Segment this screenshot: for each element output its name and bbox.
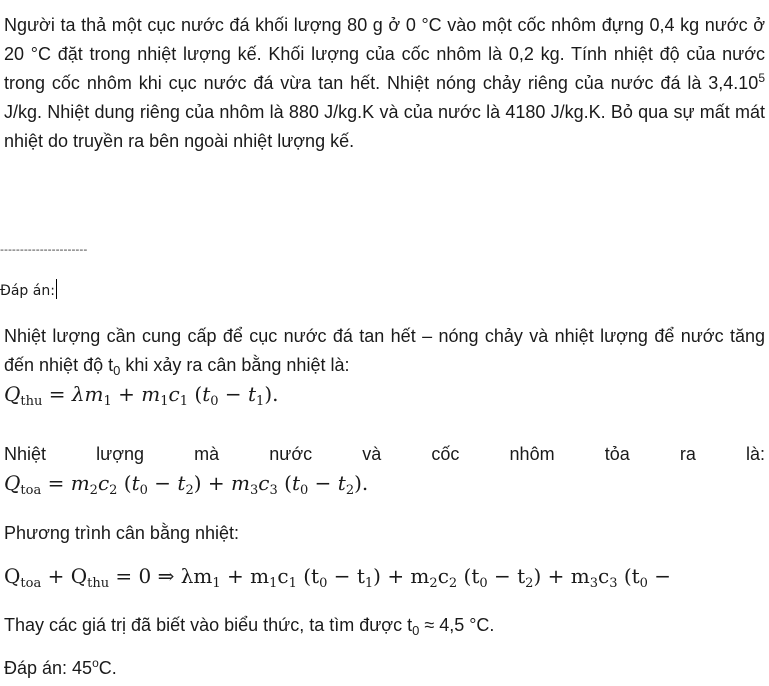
p4-text: Thay các giá trị đã biết vào biểu thức, ta tìm được t [4,615,413,635]
answer-label[interactable] [0,279,57,299]
solution-paragraph-4 [4,611,765,640]
p1-text-end: khi xảy ra cân bằng nhiệt là: [120,355,350,375]
equation-q-toa: $Q_{toa} = m_2c_2$ $(t_0 - t_2) + m_3c_3$ $(t_0 - t_2)$. [4,471,369,498]
exponent: 5 [758,71,765,85]
p1-subscript: 0 [113,363,121,378]
problem-statement [4,11,765,156]
p1-text: Nhiệt lượng cần cung cấp để cục nước đá tan hết – nóng chảy và nhiệt lượng để nước tăng đến nhiệt độ t [4,326,765,375]
final-end: C. [98,658,117,678]
final-answer [4,654,765,683]
solution-paragraph-1 [4,322,765,410]
solution-paragraph-2 [4,440,765,499]
p4-text-end: ≈ 4,5 °C. [419,615,495,635]
text-caret [56,279,57,299]
separator: ---------------------- [0,243,88,256]
final-label: Đáp án: 45 [4,658,93,678]
problem-text: Người ta thả một cục nước đá khối lượng 80 g ở 0 °C vào một cốc nhôm đựng 0,4 kg nước ở 20 °C đặt trong nhiệt lượng kế. Khối lượng của cốc nhôm là 0,2 kg. Tính nhiệt độ của nước trong cốc nhôm khi cục nước đá vừa tan hết. Nhiệt nóng chảy riêng của nước đá là 3,4.10 [4,15,765,93]
degree-sup: o [92,656,99,670]
p4-subscript: 0 [412,623,420,638]
p2-text: Nhiệt lượng mà nước và cốc nhôm tỏa ra là: [4,444,765,464]
equation-q-thu: $Q_{thu} = \lambda m_1 + m_1c_1$ $(t_0 - t_1)$. [4,382,279,409]
equation-balance: $Q_{toa} + Q_{thu} = 0$ ⇒ $\lambda m_1 + m_1c_1$ $(t_0 - t_1) + m_2c_2$ $(t_0 - t_2) + m_3c_3$ ($t_0$ − [4,564,672,588]
answer-label-text: Đáp án: [0,283,55,299]
problem-text-end: J/kg. Nhiệt dung riêng của nhôm là 880 J/kg.K và của nước là 4180 J/kg.K. Bỏ qua sự mất mát nhiệt do truyền ra bên ngoài nhiệt lượng kế. [4,102,765,151]
solution-paragraph-3: Phương trình cân bằng nhiệt: [4,523,240,543]
